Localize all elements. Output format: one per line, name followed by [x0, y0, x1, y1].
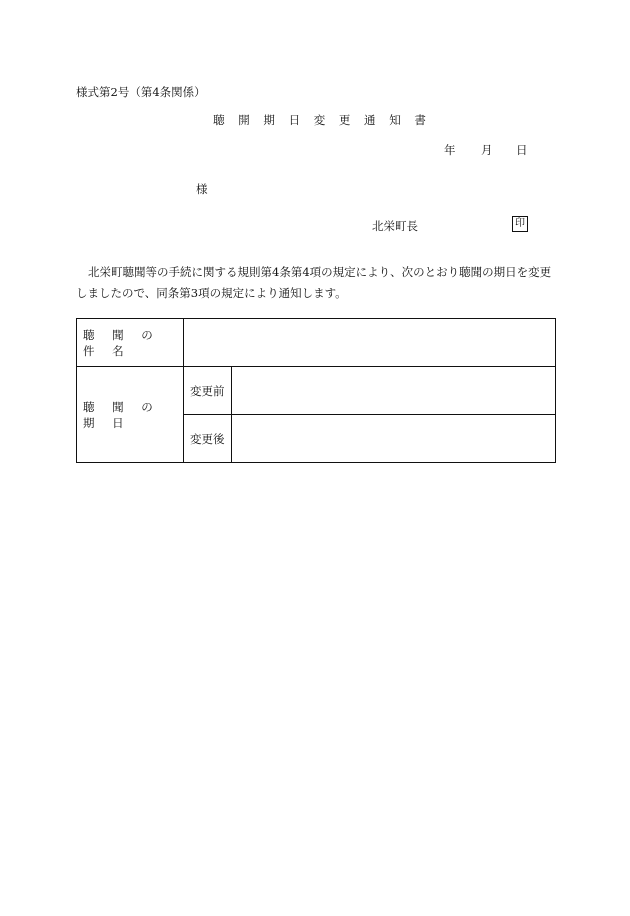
- case-name-label: 聴 聞 の 件 名: [77, 319, 184, 367]
- date-year-label: 年: [444, 143, 456, 157]
- document-title: 聴 開 期 日 変 更 通 知 書: [213, 113, 431, 127]
- notice-body-text: 北栄町聴聞等の手続に関する規則第4条第4項の規定により、次のとおり聴聞の期日を変更しましたので、同条第3項の規定により通知します。: [76, 265, 552, 300]
- seal-mark: 印: [512, 216, 528, 232]
- case-name-value: [184, 319, 556, 367]
- form-number: 様式第2号（第4条関係）: [76, 85, 206, 99]
- before-change-label: 変更前: [184, 367, 232, 415]
- date-before-row: [77, 367, 556, 415]
- case-name-row: [77, 319, 556, 367]
- date-day-label: 日: [516, 143, 528, 157]
- before-change-value: [232, 367, 556, 415]
- after-change-label: 変更後: [184, 415, 232, 463]
- addressee-honorific: 様: [196, 182, 208, 196]
- date-month-label: 月: [481, 143, 493, 157]
- sender-title: 北栄町長: [372, 219, 418, 233]
- hearing-date-label: 聴 聞 の 期 日: [77, 367, 184, 463]
- notice-table: [76, 318, 556, 463]
- after-change-value: [232, 415, 556, 463]
